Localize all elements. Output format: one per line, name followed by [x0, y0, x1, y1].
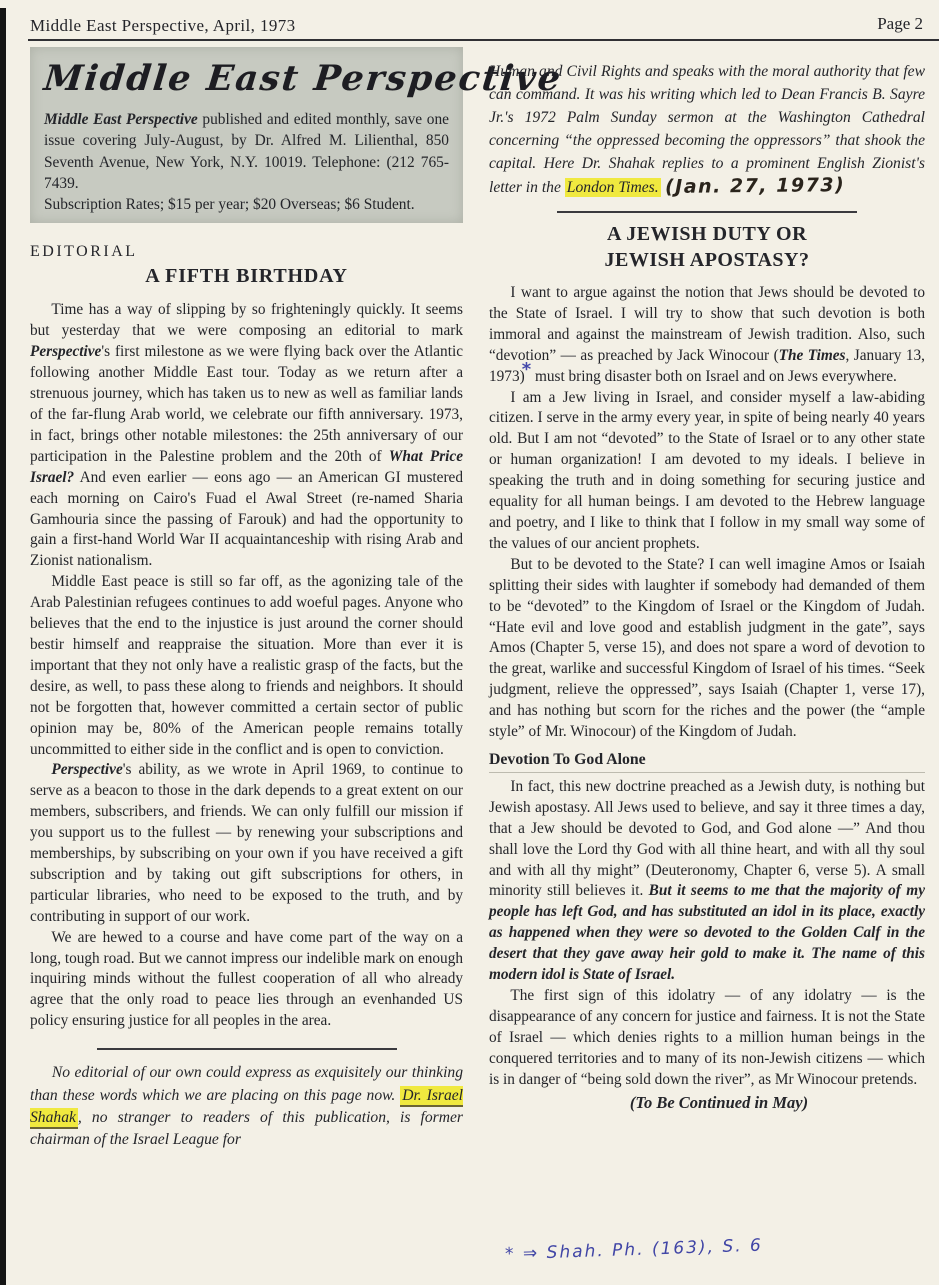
left-column — [30, 47, 565, 1152]
article-title-line1: A JEWISH DUTY OR — [606, 223, 808, 245]
to-be-continued-note: (To Be Continued in May) — [629, 1092, 809, 1112]
article-paragraph: But to be devoted to the State? I can well imagine Amos or Isaiah splitting their sides with laughter if somebody had demanded of them to be “devoted” to the Kingdom of Israel or the Kingdom of Judah. “Hate evil and love good and establish judgment in the gate”, says Amos (Chapter 5, verse 15), and does not spare a word of devotion to the great, warlike and successful Kingdom of Israel of his times. “Seek judgment, relieve the oppressed”, says Isaiah (Chapter 1, verse 17), and has nothing but scorn for the riches and the power (the “ample style” of Mr. Winocour) of the Kingdom of Judah. — [489, 555, 925, 741]
page-number: Page 2 — [877, 14, 923, 33]
handwritten-annotation: * ⇒ Shah. Ph. (163), S. 6 — [504, 1235, 764, 1265]
masthead-logo: Middle East Perspective — [41, 58, 565, 99]
article-subhead: Devotion To God Alone — [489, 751, 925, 773]
article-title — [489, 221, 925, 273]
header-divider — [28, 39, 939, 41]
editorial-paragraph: Time has a way of slipping by so frighteningly quickly. It seems but yesterday that we were composing an editorial to mark Perspective's first milestone as we were flying back over the Atlantic following another Middle East tour. Today as we return after a strenuous journey, which has taken us to new as well as familiar lands of the far-flung Arab world, we celebrate our fifth anniversary. 1973, in fact, brings other notable milestones: the 25th anniversary of our participation in the Palestine problem and the 20th of What Price Israel? And even earlier — eons ago — an American GI mustered each morning on Cairo's Fuad el Awal Street (re-named Sharia Gamhouria since the passing of Farouk) and had the opportunity to gain a first-hand World War II acquaintanceship with rising Arab and Zionist nationalism. — [30, 301, 463, 570]
article-paragraph: I want to argue against the notion that Jews should be devoted to the State of Israel. I will try to show that such devotion is both immoral and against the mainstream of Jewish tradition. Also, such “devotion” — as preached by Jack Winocour (The Times, January 13, 1973)* must bring disaster both on Israel and on Jews everywhere. — [489, 284, 925, 385]
editorial-paragraph: We are hewed to a course and have come part of the way on a long, tough road. But we cannot impress our indelible mark on enough inquiring minds without the fullest cooperation of all who already agree that the only road to peace lies through an evenhanded US policy ensuring justice for all peoples in the area. — [30, 928, 463, 1030]
page-header-title: Middle East Perspective, April, 1973 — [30, 16, 296, 35]
section-divider — [97, 1048, 397, 1050]
intro-note: Human and Civil Rights and speaks with the moral authority that few can command. It was his writing which led to Dean Francis B. Sayre Jr.'s 1972 Palm Sunday sermon at the Washington Cathedral concerning “the oppressed becoming the oppressors” that shook the capital. Here Dr. Shahak replies to a prominent English Zionist's letter in the London Times. (Jan. 27, 1973) — [489, 63, 925, 198]
scan-edge-artifact — [0, 8, 6, 1285]
section-divider — [557, 211, 857, 213]
masthead-subscription-rates: Subscription Rates; $15 per year; $20 Overseas; $6 Student. — [44, 196, 415, 214]
article-paragraph: I am a Jew living in Israel, and consider myself a law-abiding citizen. I serve in the army every year, in spite of being nearly 40 years old. But I am not “devoted” to the State of Israel or to any other state or human organization! I am devoted to my ideals. I believe in speaking the truth and in doing something for securing justice and equality for all human beings. I am devoted to the Hebrew language and poetry, and I like to think that I follow in my small way some of the values of our ancient prophets. — [489, 388, 925, 552]
masthead-info: Middle East Perspective published and edited monthly, save one issue covering July-August, by Dr. Alfred M. Lilienthal, 850 Seventh Avenue, New York, N.Y. 10019. Telephone: (212 765-7439. — [44, 111, 449, 192]
masthead-box — [30, 47, 565, 223]
article-title-line2: JEWISH APOSTASY? — [604, 249, 810, 271]
editorial-title: A FIFTH BIRTHDAY — [145, 265, 348, 288]
right-column — [489, 52, 925, 1113]
editorial-kicker: EDITORIAL — [30, 243, 138, 261]
editorial-paragraph: Perspective's ability, as we wrote in April 1969, to continue to serve as a beacon to those in the dark depends to a great extent on our members, subscribers, and friends. We can only fulfill our mission if you support us to the fullest — by renewing your subscriptions and memberships, by subscribing on your own if you have received a gift subscription and by taking out gift subscriptions for others, in particular libraries, who need to be exposed to the truth, and by contributing in support of our work. — [30, 761, 463, 925]
article-paragraph: In fact, this new doctrine preached as a Jewish duty, is nothing but Jewish apostasy. All Jews used to believe, and say it three times a day, that a Jew should be devoted to God, and God alone —” And thou shall love the Lord thy God with all thine heart, and with all thy soul and with all thy might” (Deuteronomy, Chapter 6, verse 5). A small minority still believes it. But it seems to me that the majority of my people has left God, and has substituted an idol in its place, exactly as happened when they were so devoted to the Golden Calf in the desert that they gave away heir gold to make it. The name of this modern idol is State of Israel. — [489, 777, 925, 984]
article-paragraph: The first sign of this idolatry — of any idolatry — is the disappearance of any concern for justice and fairness. It is not the State of Israel — which denies rights to a million human beings in the conquered territories and to many of its non-Jewish citizens — which is in danger of “being sold down the river”, as Mr Winocour pretends. — [489, 987, 925, 1088]
editorial-closing-note: No editorial of our own could express as exquisitely our thinking than these words which we are placing on this page now. Dr. Israel Shahak , no stranger to readers of this publication, is former chairman of the Israel League for — [30, 1064, 464, 1149]
editorial-paragraph: Middle East peace is still so far off, as the agonizing tale of the Arab Palestinian refugees continues to add woeful pages. Anyone who believes that the end to the injustice is just around the corner should bestir himself and reappraise the situation. More than ever it is important that they not only have a realistic grasp of the facts, but the desire, as well, to pass these along to friends and neighbors. It should not be forgotten that, however committed a certain sector of public opinion may be, 80% of the American people remains totally uncommitted to either side in the conflict and is open to conviction. — [30, 573, 463, 758]
